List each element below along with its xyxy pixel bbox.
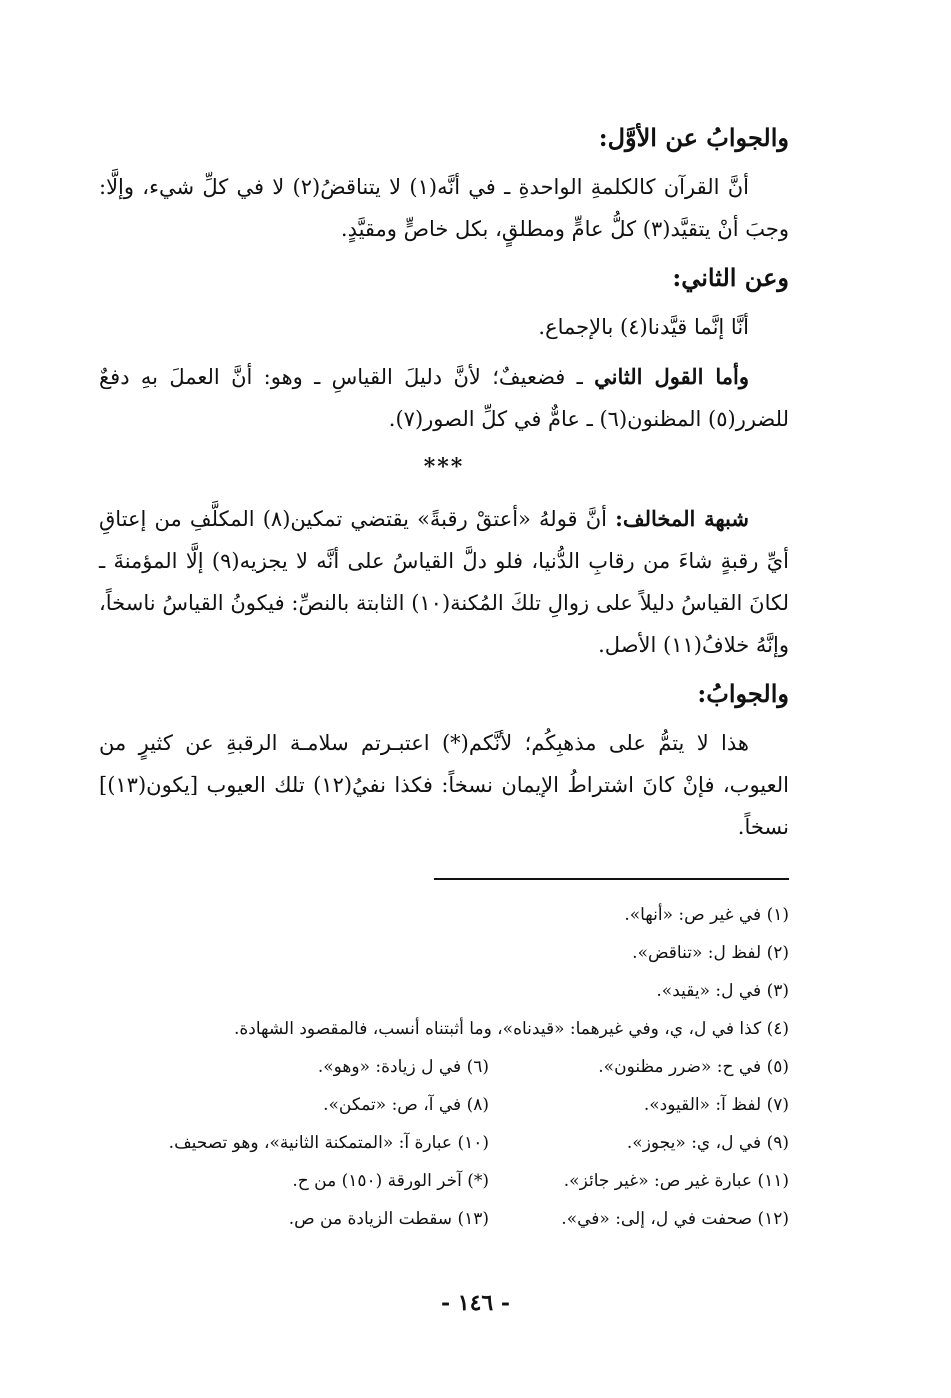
footnote-divider xyxy=(434,878,789,880)
footnote-6: (٦) في ل زيادة: «وهو». xyxy=(317,1057,489,1077)
footnote-row xyxy=(99,1200,789,1238)
footnote-row xyxy=(99,1048,789,1086)
heading-answer: والجوابُ: xyxy=(697,679,789,708)
footnote-8: (٨) في آ، ص: «تمكن». xyxy=(323,1095,489,1115)
footnotes xyxy=(99,896,789,1238)
footnote-12: (١٢) صحفت في ل، إلى: «في». xyxy=(561,1209,789,1229)
opponent-doubt-lead: شبهة المخالف: xyxy=(615,506,749,531)
footnote-7: (٧) لفظ آ: «القيود». xyxy=(643,1095,789,1115)
footnote-row xyxy=(99,1086,789,1124)
footnote-3: (٣) في ل: «يقيد». xyxy=(656,981,789,1001)
footnote-9: (٩) في ل، ي: «يجوز». xyxy=(626,1133,789,1153)
footnote-5: (٥) في ح: «ضرر مظنون». xyxy=(598,1057,789,1077)
second-opinion-text: ـ فضعيفٌ؛ لأنَّ دليلَ القياسِ ـ وهو: أنَّ العملَ بهِ دفعٌ للضرر(٥) المظنون(٦) ـ عامٌّ في كلِّ الصور(٧). xyxy=(99,365,789,431)
page-number: - ١٤٦ - xyxy=(440,1290,511,1316)
paragraph-answer: هذا لا يتمُّ على مذهبِكُم؛ لأنَّكم(*) اعتبـرتم سلامـة الرقبةِ عن كثيرٍ من العيوب، فإنْ كانَ اشتراطُ الإيمان نسخاً: فكذا نفيُ(١٢) تلك العيوب [يكون(١٣)] نسخاً. xyxy=(99,731,789,839)
section-separator: *** xyxy=(423,454,465,480)
heading-answer-second: وعن الثاني: xyxy=(672,263,789,292)
footnote-10: (١٠) عبارة آ: «المتمكنة الثانية»، وهو تصحيف. xyxy=(168,1133,489,1153)
footnote-row xyxy=(99,1124,789,1162)
footnote-13: (١٣) سقطت الزيادة من ص. xyxy=(288,1209,489,1229)
footnote-row xyxy=(99,1162,789,1200)
footnote-2: (٢) لفظ ل: «تناقض». xyxy=(632,943,789,963)
footnote-4: (٤) كذا في ل، ي، وفي غيرهما: «قيدناه»، وما أثبتناه أنسب، فالمقصود الشهادة. xyxy=(233,1019,789,1039)
paragraph-answer-first: أنَّ القرآن كالكلمةِ الواحدةِ ـ في أنَّه(١) لا يتناقضُ(٢) لا في كلِّ شيء، وإلَّا: وجبَ أنْ يتقيَّد(٣) كلُّ عامٍّ ومطلقٍ، بكل خاصٍّ ومقيَّدٍ. xyxy=(99,175,789,241)
page-body xyxy=(99,118,789,1238)
paragraph-opponent-doubt xyxy=(99,498,789,666)
footnote-1: (١) في غير ص: «أنها». xyxy=(624,905,789,925)
second-opinion-lead: وأما القول الثاني xyxy=(594,364,750,389)
paragraph-answer-second: أنَّا إنَّما قيَّدنا(٤) بالإجماع. xyxy=(538,315,749,339)
heading-answer-first: والجوابُ عن الأوَّل: xyxy=(598,123,789,152)
paragraph-second-opinion xyxy=(99,356,789,440)
opponent-doubt-text: أنَّ قولهُ «أعتقْ رقبةً» يقتضي تمكين(٨) المكلَّفِ من إعتاقِ أيِّ رقبةٍ شاءَ من رقابِ الدُّنيا، فلو دلَّ القياسُ على أنَّه لا يجزيه(٩) إلَّا المؤمنةَ ـ لكانَ القياسُ دليلاً على زوالِ تلكَ المُكنة(١٠) الثابتة بالنصِّ: فيكونُ القياسُ ناسخاً، وإنَّهُ خلافُ(١١) الأصل. xyxy=(99,507,790,657)
footnote-star: (*) آخر الورقة (١٥٠) من ح. xyxy=(292,1171,489,1191)
footnote-11: (١١) عبارة غير ص: «غير جائز». xyxy=(563,1171,789,1191)
